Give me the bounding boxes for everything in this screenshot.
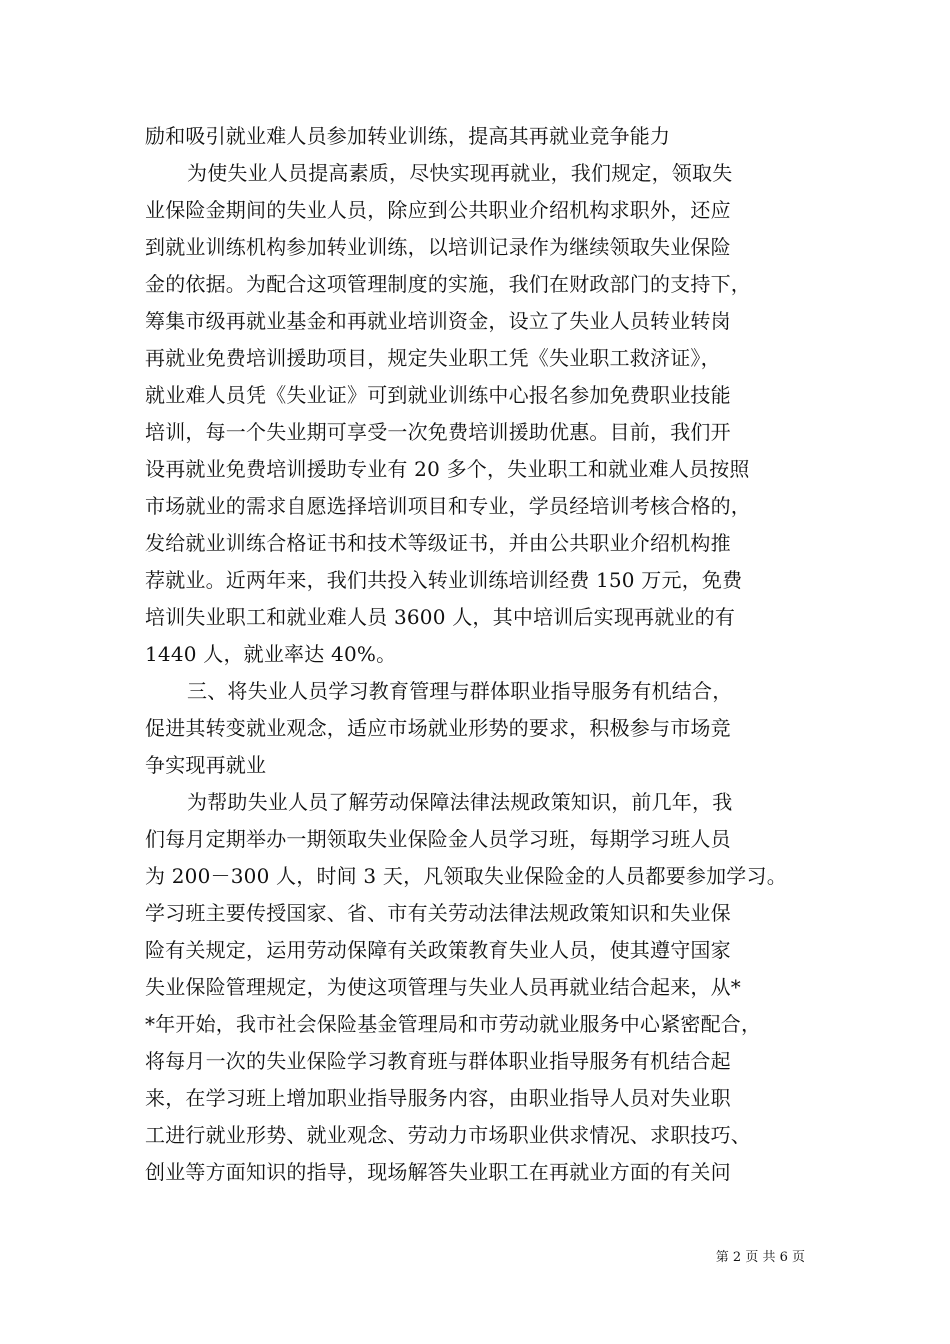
text-line: 设再就业免费培训援助专业有 20 多个，失业职工和就业难人员按照	[145, 457, 750, 481]
text-line: 励和吸引就业难人员参加转业训练，提高其再就业竞争能力	[145, 124, 671, 148]
text-line: 培训失业职工和就业难人员 3600 人，其中培训后实现再就业的有	[145, 605, 736, 629]
text-line: 三、将失业人员学习教育管理与群体职业指导服务有机结合，	[187, 679, 733, 703]
document-body	[145, 118, 810, 1191]
text-line: 到就业训练机构参加转业训练，以培训记录作为继续领取失业保险	[145, 235, 731, 259]
text-line: 金的依据。为配合这项管理制度的实施，我们在财政部门的支持下，	[145, 272, 751, 296]
text-line: 发给就业训练合格证书和技术等级证书，并由公共职业介绍机构推	[145, 531, 731, 555]
text-line: 为帮助失业人员了解劳动保障法律法规政策知识，前几年，我	[187, 790, 733, 814]
text-line: 险有关规定，运用劳动保障有关政策教育失业人员，使其遵守国家	[145, 938, 731, 962]
text-line: 促进其转变就业观念，适应市场就业形势的要求，积极参与市场竞	[145, 716, 731, 740]
text-line: 将每月一次的失业保险学习教育班与群体职业指导服务有机结合起	[145, 1049, 731, 1073]
text-line: 工进行就业形势、就业观念、劳动力市场职业供求情况、求职技巧、	[145, 1123, 751, 1147]
text-line: 再就业免费培训援助项目，规定失业职工凭《失业职工救济证》，	[145, 346, 721, 370]
text-line: 失业保险管理规定，为使这项管理与失业人员再就业结合起来，从*	[145, 975, 741, 999]
text-line: 争实现再就业	[145, 753, 267, 777]
text-line: 为 200－300 人，时间 3 天，凡领取失业保险金的人员都要参加学习。	[145, 864, 787, 888]
text-line: 来，在学习班上增加职业指导服务内容，由职业指导人员对失业职	[145, 1086, 731, 1110]
text-line: 们每月定期举办一期领取失业保险金人员学习班，每期学习班人员	[145, 827, 731, 851]
text-line: 学习班主要传授国家、省、市有关劳动法律法规政策知识和失业保	[145, 901, 731, 925]
text-line: 荐就业。近两年来，我们共投入转业训练培训经费 150 万元，免费	[145, 568, 743, 592]
text-line: 培训，每一个失业期可享受一次免费培训援助优惠。目前，我们开	[145, 420, 731, 444]
text-line: *年开始，我市社会保险基金管理局和市劳动就业服务中心紧密配合，	[145, 1012, 762, 1036]
text-line: 业保险金期间的失业人员，除应到公共职业介绍机构求职外，还应	[145, 198, 731, 222]
text-line: 就业难人员凭《失业证》可到就业训练中心报名参加免费职业技能	[145, 383, 731, 407]
text-line: 为使失业人员提高素质，尽快实现再就业，我们规定，领取失	[187, 161, 733, 185]
page-number: 第 2 页 共 6 页	[715, 1250, 805, 1265]
text-line: 筹集市级再就业基金和再就业培训资金，设立了失业人员转业转岗	[145, 309, 731, 333]
text-line: 创业等方面知识的指导，现场解答失业职工在再就业方面的有关问	[145, 1160, 731, 1184]
text-line: 1440 人，就业率达 40%。	[145, 642, 397, 666]
text-line: 市场就业的需求自愿选择培训项目和专业，学员经培训考核合格的，	[145, 494, 751, 518]
